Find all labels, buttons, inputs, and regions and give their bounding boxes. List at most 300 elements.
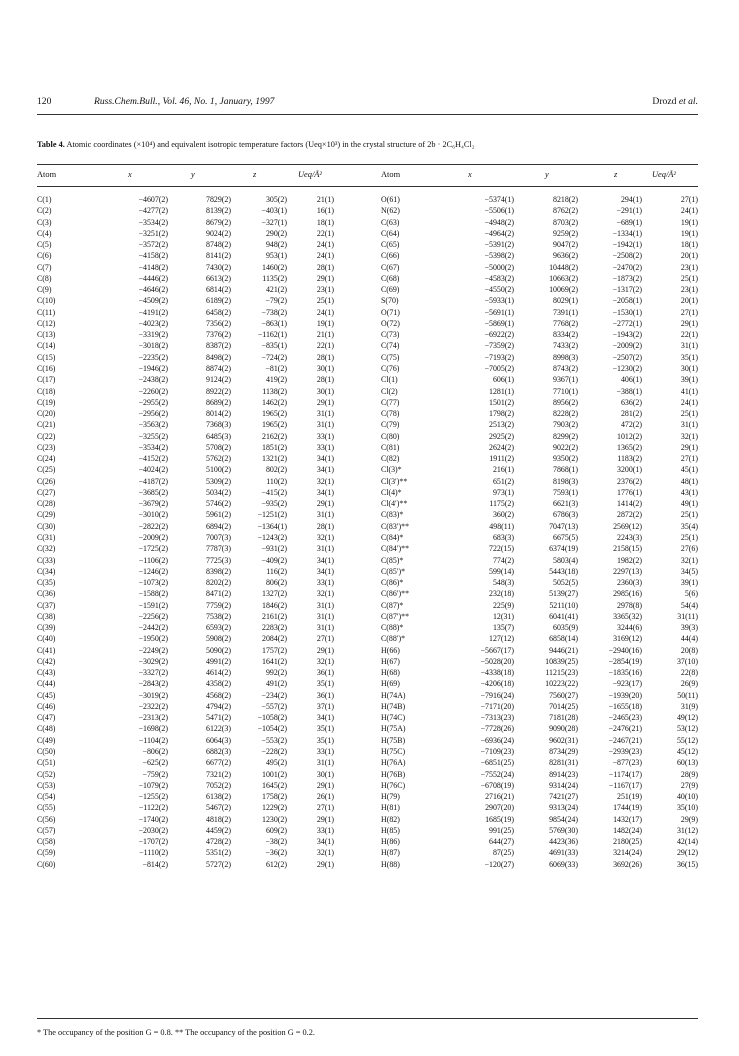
table-cell-y: 5139(27) — [549, 589, 578, 599]
table-cell-y: 7768(2) — [553, 318, 578, 328]
table-cell-atom: C(2) — [37, 206, 52, 216]
table-cell-z: −931(2) — [261, 544, 287, 554]
table-cell-atom: C(33) — [37, 555, 56, 565]
table-cell-ueq: 55(12) — [676, 735, 698, 745]
table-cell-x: −3255(2) — [138, 431, 168, 441]
table-cell-ueq: 27(1) — [316, 634, 334, 644]
table-cell-y: 7376(2) — [206, 330, 231, 340]
table-cell-x: 1501(2) — [489, 397, 514, 407]
table-cell-ueq: 33(1) — [316, 825, 334, 835]
table-cell-atom: C(84)* — [381, 532, 404, 542]
table-cell-z: −1230(2) — [612, 363, 642, 373]
table-cell-atom: C(11) — [37, 307, 56, 317]
table-cell-z: −877(23) — [612, 758, 642, 768]
col-header-atom: Atom — [37, 170, 57, 179]
table-cell-atom: C(56) — [37, 814, 56, 824]
table-cell-y: 9047(2) — [553, 240, 578, 250]
table-cell-y: 6138(2) — [206, 792, 231, 802]
table-cell-y: 6374(19) — [549, 544, 578, 554]
table-cell-atom: Cl(3)* — [381, 465, 402, 475]
table-cell-x: −1588(2) — [138, 589, 168, 599]
table-cell-atom: C(77) — [381, 397, 400, 407]
table-cell-z: −738(2) — [261, 307, 287, 317]
table-cell-x: −7109(23) — [480, 747, 514, 757]
table-cell-z: 1757(2) — [262, 645, 287, 655]
table-cell-x: −5398(2) — [484, 251, 514, 261]
table-cell-x: −3572(2) — [138, 240, 168, 250]
table-cell-x: −2256(2) — [138, 611, 168, 621]
table-cell-x: −4152(2) — [138, 454, 168, 464]
table-cell-ueq: 26(9) — [680, 679, 698, 689]
table-cell-atom: C(80) — [381, 431, 400, 441]
table-cell-atom: C(82) — [381, 454, 400, 464]
table-cell-x: −7005(2) — [484, 363, 514, 373]
table-cell-y: 8998(3) — [553, 352, 578, 362]
table-cell-atom: H(68) — [381, 668, 400, 678]
table-cell-atom: C(14) — [37, 341, 56, 351]
table-cell-z: 1758(2) — [262, 792, 287, 802]
table-cell-y: 10839(25) — [545, 656, 578, 666]
table-cell-z: −1243(2) — [257, 532, 287, 542]
table-cell-ueq: 45(1) — [680, 465, 698, 475]
table-cell-atom: C(18) — [37, 386, 56, 396]
table-cell-x: −4646(2) — [138, 285, 168, 295]
table-cell-atom: C(31) — [37, 532, 56, 542]
table-cell-atom: C(25) — [37, 465, 56, 475]
table-cell-z: 2569(12) — [613, 521, 642, 531]
table-cell-x: −4607(2) — [138, 195, 168, 204]
table-cell-ueq: 34(1) — [316, 454, 334, 464]
table-cell-ueq: 24(1) — [316, 251, 334, 261]
table-cell-ueq: 35(4) — [680, 521, 698, 531]
table-cell-ueq: 32(1) — [316, 476, 334, 486]
table-cell-y: 4358(2) — [206, 679, 231, 689]
table-cell-x: 651(2) — [492, 476, 514, 486]
table-cell-y: 6613(2) — [206, 273, 231, 283]
table-cell-atom: C(75) — [381, 352, 400, 362]
table-cell-atom: C(67) — [381, 262, 400, 272]
table-cell-x: −4158(2) — [138, 251, 168, 261]
table-cell-x: −5000(2) — [484, 262, 514, 272]
table-cell-z: 251(19) — [617, 792, 642, 802]
table-cell-y: 8014(2) — [206, 409, 231, 419]
table-cell-ueq: 30(1) — [680, 363, 698, 373]
table-cell-y: 5727(2) — [206, 859, 231, 869]
col-header-y: y — [545, 170, 549, 179]
table-cell-z: −1939(20) — [608, 690, 642, 700]
table-cell-x: −3685(2) — [138, 487, 168, 497]
table-cell-ueq: 42(14) — [676, 837, 698, 847]
table-cell-atom: H(75B) — [381, 735, 406, 745]
table-cell-ueq: 39(3) — [680, 623, 698, 633]
col-header-ueq: Ueq/Å² — [298, 170, 322, 179]
table-cell-atom: C(42) — [37, 656, 56, 666]
table-cell-atom: C(43) — [37, 668, 56, 678]
y-column — [518, 194, 578, 870]
table-cell-x: −2442(2) — [138, 623, 168, 633]
table-cell-x: 1281(1) — [489, 386, 514, 396]
table-cell-y: 8956(2) — [553, 397, 578, 407]
table-cell-y: 7356(2) — [206, 318, 231, 328]
table-cell-x: −7552(24) — [480, 769, 514, 779]
table-cell-atom: C(45) — [37, 690, 56, 700]
table-cell-ueq: 39(1) — [680, 375, 698, 385]
table-cell-atom: H(75C) — [381, 747, 406, 757]
table-cell-atom: C(65) — [381, 240, 400, 250]
table-cell-x: −3018(2) — [138, 341, 168, 351]
table-cell-atom: H(82) — [381, 814, 400, 824]
table-cell-z: 1462(2) — [262, 397, 287, 407]
table-cell-ueq: 29(1) — [680, 442, 698, 452]
table-cell-ueq: 18(1) — [316, 217, 334, 227]
table-cell-atom: H(81) — [381, 803, 400, 813]
table-cell-x: 1911(2) — [489, 454, 514, 464]
table-cell-z: 2978(8) — [617, 600, 642, 610]
table-cell-atom: C(15) — [37, 352, 56, 362]
table-cell-y: 7430(2) — [206, 262, 231, 272]
table-cell-x: −1698(2) — [138, 724, 168, 734]
table-cell-y: 7014(25) — [549, 701, 578, 711]
table-cell-y: 6485(3) — [206, 431, 231, 441]
table-cell-ueq: 60(13) — [676, 758, 698, 768]
table-cell-z: 1641(2) — [262, 656, 287, 666]
table-cell-x: −1110(2) — [139, 848, 168, 858]
table-cell-y: 8743(2) — [553, 363, 578, 373]
table-cell-atom: C(26) — [37, 476, 56, 486]
table-cell-z: −1873(2) — [612, 273, 642, 283]
table-cell-x: 606(1) — [492, 375, 514, 385]
table-cell-y: 7868(1) — [553, 465, 578, 475]
table-cell-atom: C(58) — [37, 837, 56, 847]
table-cell-z: 1432(17) — [613, 814, 642, 824]
table-cell-y: 7759(2) — [206, 600, 231, 610]
table-cell-atom: H(76A) — [381, 758, 406, 768]
table-cell-z: −327(1) — [261, 217, 287, 227]
table-cell-z: 2243(3) — [617, 532, 642, 542]
table-cell-y: 6894(2) — [206, 521, 231, 531]
table-cell-ueq: 32(1) — [316, 589, 334, 599]
table-cell-y: 9854(24) — [549, 814, 578, 824]
table-cell-x: −4338(18) — [480, 668, 514, 678]
table-cell-x: 360(2) — [492, 510, 514, 520]
table-cell-z: −1942(1) — [612, 240, 642, 250]
table-cell-atom: C(16) — [37, 363, 56, 373]
table-cell-x: −5506(1) — [484, 206, 514, 216]
page-number: 120 — [37, 96, 52, 107]
table-cell-z: −935(2) — [261, 499, 287, 509]
table-cell-y: 5803(4) — [553, 555, 578, 565]
table-cell-z: 1229(2) — [262, 803, 287, 813]
table-cell-x: −2313(2) — [138, 713, 168, 723]
table-cell-atom: C(52) — [37, 769, 56, 779]
table-cell-atom: C(73) — [381, 330, 400, 340]
table-cell-atom: H(76B) — [381, 769, 406, 779]
table-cell-y: 7725(3) — [206, 555, 231, 565]
table-cell-z: 1001(2) — [262, 769, 287, 779]
table-cell-ueq: 18(1) — [680, 240, 698, 250]
col-header-y: y — [191, 170, 195, 179]
table-cell-z: 2161(2) — [262, 611, 287, 621]
table-header-rule — [37, 186, 698, 187]
table-cell-z: 806(2) — [265, 578, 287, 588]
table-cell-y: 9022(2) — [553, 442, 578, 452]
table-cell-ueq: 31(12) — [676, 825, 698, 835]
table-cell-z: 1321(2) — [262, 454, 287, 464]
table-cell-atom: C(76) — [381, 363, 400, 373]
table-cell-x: −3010(2) — [138, 510, 168, 520]
table-cell-z: 2158(15) — [613, 544, 642, 554]
table-cell-y: 7052(2) — [206, 780, 231, 790]
table-cell-atom: C(7) — [37, 262, 52, 272]
table-cell-atom: H(74A) — [381, 690, 406, 700]
table-cell-ueq: 32(1) — [316, 532, 334, 542]
table-cell-y: 7181(28) — [549, 713, 578, 723]
table-cell-y: 8218(2) — [553, 195, 578, 204]
table-cell-y: 6041(41) — [549, 611, 578, 621]
table-cell-z: 1135(2) — [262, 273, 287, 283]
table-cell-y: 5746(2) — [206, 499, 231, 509]
table-cell-atom: C(74) — [381, 341, 400, 351]
table-cell-x: −4948(2) — [484, 217, 514, 227]
table-cell-z: 2162(2) — [262, 431, 287, 441]
table-cell-z: 472(2) — [620, 420, 642, 430]
col-header-atom: Atom — [381, 170, 401, 179]
table-cell-ueq: 44(4) — [680, 634, 698, 644]
table-cell-ueq: 28(1) — [316, 352, 334, 362]
table-cell-atom: C(88′)* — [381, 634, 406, 644]
table-cell-y: 6069(33) — [549, 859, 578, 869]
col-header-x: x — [468, 170, 472, 179]
table-cell-atom: C(38) — [37, 611, 56, 621]
table-cell-atom: H(79) — [381, 792, 400, 802]
table-cell-y: 10223(22) — [545, 679, 578, 689]
table-cell-x: −7193(2) — [484, 352, 514, 362]
table-cell-y: 9602(31) — [549, 735, 578, 745]
table-cell-y: 7787(3) — [206, 544, 231, 554]
table-cell-atom: C(63) — [381, 217, 400, 227]
table-cell-atom: O(61) — [381, 195, 400, 204]
table-cell-x: −2249(2) — [138, 645, 168, 655]
table-cell-ueq: 31(1) — [316, 623, 334, 633]
table-cell-ueq: 27(1) — [680, 454, 698, 464]
table-cell-atom: C(44) — [37, 679, 56, 689]
table-cell-atom: C(46) — [37, 701, 56, 711]
table-cell-y: 7368(3) — [206, 420, 231, 430]
table-cell-z: −2940(16) — [608, 645, 642, 655]
table-cell-atom: C(40) — [37, 634, 56, 644]
table-cell-atom: C(87′)** — [381, 611, 410, 621]
table-cell-atom: C(86′)** — [381, 589, 410, 599]
table-cell-y: 4459(2) — [206, 825, 231, 835]
table-cell-y: 8679(2) — [206, 217, 231, 227]
table-cell-atom: C(23) — [37, 442, 56, 452]
table-cell-z: 421(2) — [265, 285, 287, 295]
table-cell-y: 9313(24) — [549, 803, 578, 813]
table-cell-z: 1982(2) — [617, 555, 642, 565]
table-cell-z: 3214(24) — [613, 848, 642, 858]
table-cell-atom: C(85)* — [381, 555, 404, 565]
table-cell-z: 1965(2) — [262, 409, 287, 419]
table-cell-ueq: 33(1) — [316, 747, 334, 757]
table-cell-z: 116(2) — [266, 566, 287, 576]
table-cell-y: 4728(2) — [206, 837, 231, 847]
table-cell-atom: H(85) — [381, 825, 400, 835]
table-cell-z: 1012(2) — [617, 431, 642, 441]
table-caption — [37, 140, 698, 149]
table-cell-z: −923(17) — [612, 679, 642, 689]
table-cell-ueq: 21(1) — [316, 195, 334, 204]
table-cell-z: 1138(2) — [262, 386, 287, 396]
table-cell-x: 1685(19) — [485, 814, 514, 824]
table-cell-z: 281(2) — [620, 409, 642, 419]
table-cell-z: −863(1) — [261, 318, 287, 328]
table-cell-z: 802(2) — [265, 465, 287, 475]
running-author: Drozd et al. — [652, 96, 698, 107]
table-cell-z: 2872(2) — [617, 510, 642, 520]
table-cell-x: −5667(17) — [480, 645, 514, 655]
table-cell-z: 612(2) — [265, 859, 287, 869]
table-cell-x: −814(2) — [142, 859, 168, 869]
table-cell-x: 599(14) — [489, 566, 514, 576]
journal-reference: Russ.Chem.Bull., Vol. 46, No. 1, January, 1997 — [94, 96, 275, 107]
table-cell-z: 1776(1) — [617, 487, 642, 497]
table-cell-ueq: 37(1) — [316, 701, 334, 711]
table-cell-x: −1073(2) — [138, 578, 168, 588]
table-cell-x: 225(9) — [492, 600, 514, 610]
table-cell-x: 722(15) — [489, 544, 514, 554]
table-cell-atom: C(53) — [37, 780, 56, 790]
table-cell-y: 8029(1) — [553, 296, 578, 306]
table-cell-z: −1655(18) — [608, 701, 642, 711]
table-cell-ueq: 33(1) — [316, 431, 334, 441]
table-cell-x: −5028(20) — [480, 656, 514, 666]
table-cell-atom: C(27) — [37, 487, 56, 497]
table-cell-ueq: 30(1) — [316, 386, 334, 396]
table-cell-x: −7171(20) — [480, 701, 514, 711]
table-cell-z: −2465(23) — [608, 713, 642, 723]
table-cell-ueq: 35(1) — [316, 735, 334, 745]
table-cell-z: −689(1) — [616, 217, 642, 227]
table-cell-ueq: 31(1) — [680, 341, 698, 351]
table-cell-z: −1364(1) — [257, 521, 287, 531]
table-cell-ueq: 35(10) — [676, 803, 698, 813]
table-cell-z: 1365(2) — [617, 442, 642, 452]
table-cell-atom: C(30) — [37, 521, 56, 531]
table-cell-ueq: 31(1) — [316, 758, 334, 768]
table-cell-z: 305(2) — [265, 195, 287, 204]
table-cell-atom: H(76C) — [381, 780, 406, 790]
table-cell-y: 8198(3) — [553, 476, 578, 486]
table-cell-ueq: 36(1) — [316, 668, 334, 678]
table-cell-z: 948(2) — [265, 240, 287, 250]
table-cell-x: −759(2) — [142, 769, 168, 779]
table-cell-ueq: 24(1) — [316, 307, 334, 317]
table-cell-z: −1530(1) — [612, 307, 642, 317]
table-cell-ueq: 23(1) — [680, 285, 698, 295]
table-cell-y: 8299(2) — [553, 431, 578, 441]
table-cell-z: −291(1) — [616, 206, 642, 216]
table-cell-atom: C(34) — [37, 566, 56, 576]
table-cell-ueq: 41(1) — [680, 386, 698, 396]
table-cell-ueq: 30(1) — [316, 363, 334, 373]
table-cell-ueq: 25(1) — [680, 409, 698, 419]
table-cell-ueq: 22(1) — [316, 228, 334, 238]
table-cell-ueq: 53(12) — [676, 724, 698, 734]
table-cell-y: 9259(2) — [553, 228, 578, 238]
table-cell-y: 7321(2) — [206, 769, 231, 779]
table-cell-z: 3200(1) — [617, 465, 642, 475]
table-cell-atom: C(83′)** — [381, 521, 410, 531]
table-cell-atom: S(70) — [381, 296, 399, 306]
table-cell-atom: C(50) — [37, 747, 56, 757]
table-cell-y: 5211(10) — [549, 600, 578, 610]
table-cell-atom: C(78) — [381, 409, 400, 419]
table-cell-atom: C(21) — [37, 420, 56, 430]
table-cell-ueq: 22(1) — [680, 330, 698, 340]
table-cell-z: −38(2) — [265, 837, 287, 847]
table-cell-x: −3327(2) — [138, 668, 168, 678]
table-cell-y: 7047(13) — [549, 521, 578, 531]
table-cell-z: 1183(2) — [617, 454, 642, 464]
table-cell-y: 8387(2) — [206, 341, 231, 351]
table-cell-atom: C(28) — [37, 499, 56, 509]
table-cell-x: −2956(2) — [138, 409, 168, 419]
table-cell-y: 4818(2) — [206, 814, 231, 824]
table-cell-z: −79(2) — [265, 296, 287, 306]
table-cell-x: −2030(2) — [138, 825, 168, 835]
table-cell-atom: C(69) — [381, 285, 400, 295]
table-cell-atom: O(71) — [381, 307, 400, 317]
table-cell-ueq: 31(1) — [316, 420, 334, 430]
table-cell-z: 495(2) — [265, 758, 287, 768]
table-cell-x: 127(12) — [489, 634, 514, 644]
table-cell-atom: C(86)* — [381, 578, 404, 588]
table-cell-atom: N(62) — [381, 206, 400, 216]
table-cell-ueq: 21(1) — [316, 330, 334, 340]
table-cell-z: 491(2) — [265, 679, 287, 689]
table-cell-z: 2180(25) — [613, 837, 642, 847]
table-cell-ueq: 19(1) — [680, 228, 698, 238]
table-cell-ueq: 23(1) — [680, 262, 698, 272]
table-cell-ueq: 54(4) — [680, 600, 698, 610]
table-cell-x: −5374(1) — [484, 195, 514, 204]
table-cell-y: 8922(2) — [206, 386, 231, 396]
table-cell-z: −234(2) — [261, 690, 287, 700]
table-cell-z: −409(2) — [261, 555, 287, 565]
table-cell-z: −1334(1) — [612, 228, 642, 238]
table-cell-x: −806(2) — [142, 747, 168, 757]
table-cell-y: 8471(2) — [206, 589, 231, 599]
table-cell-z: 294(1) — [620, 195, 642, 204]
z-column — [232, 194, 287, 870]
table-cell-x: −4148(2) — [138, 262, 168, 272]
table-cell-atom: C(64) — [381, 228, 400, 238]
table-cell-x: −2822(2) — [138, 521, 168, 531]
table-cell-z: 1851(2) — [262, 442, 287, 452]
table-cell-z: 3365(32) — [613, 611, 642, 621]
page-header — [37, 96, 698, 110]
table-cell-y: 9090(28) — [549, 724, 578, 734]
table-cell-ueq: 25(1) — [680, 510, 698, 520]
table-cell-ueq: 22(8) — [680, 668, 698, 678]
table-cell-atom: C(19) — [37, 397, 56, 407]
table-cell-x: −3251(2) — [138, 228, 168, 238]
table-cell-ueq: 35(1) — [316, 724, 334, 734]
table-cell-y: 8141(2) — [206, 251, 231, 261]
table-cell-y: 7903(2) — [553, 420, 578, 430]
x-column — [444, 194, 514, 870]
table-cell-x: 2624(2) — [489, 442, 514, 452]
